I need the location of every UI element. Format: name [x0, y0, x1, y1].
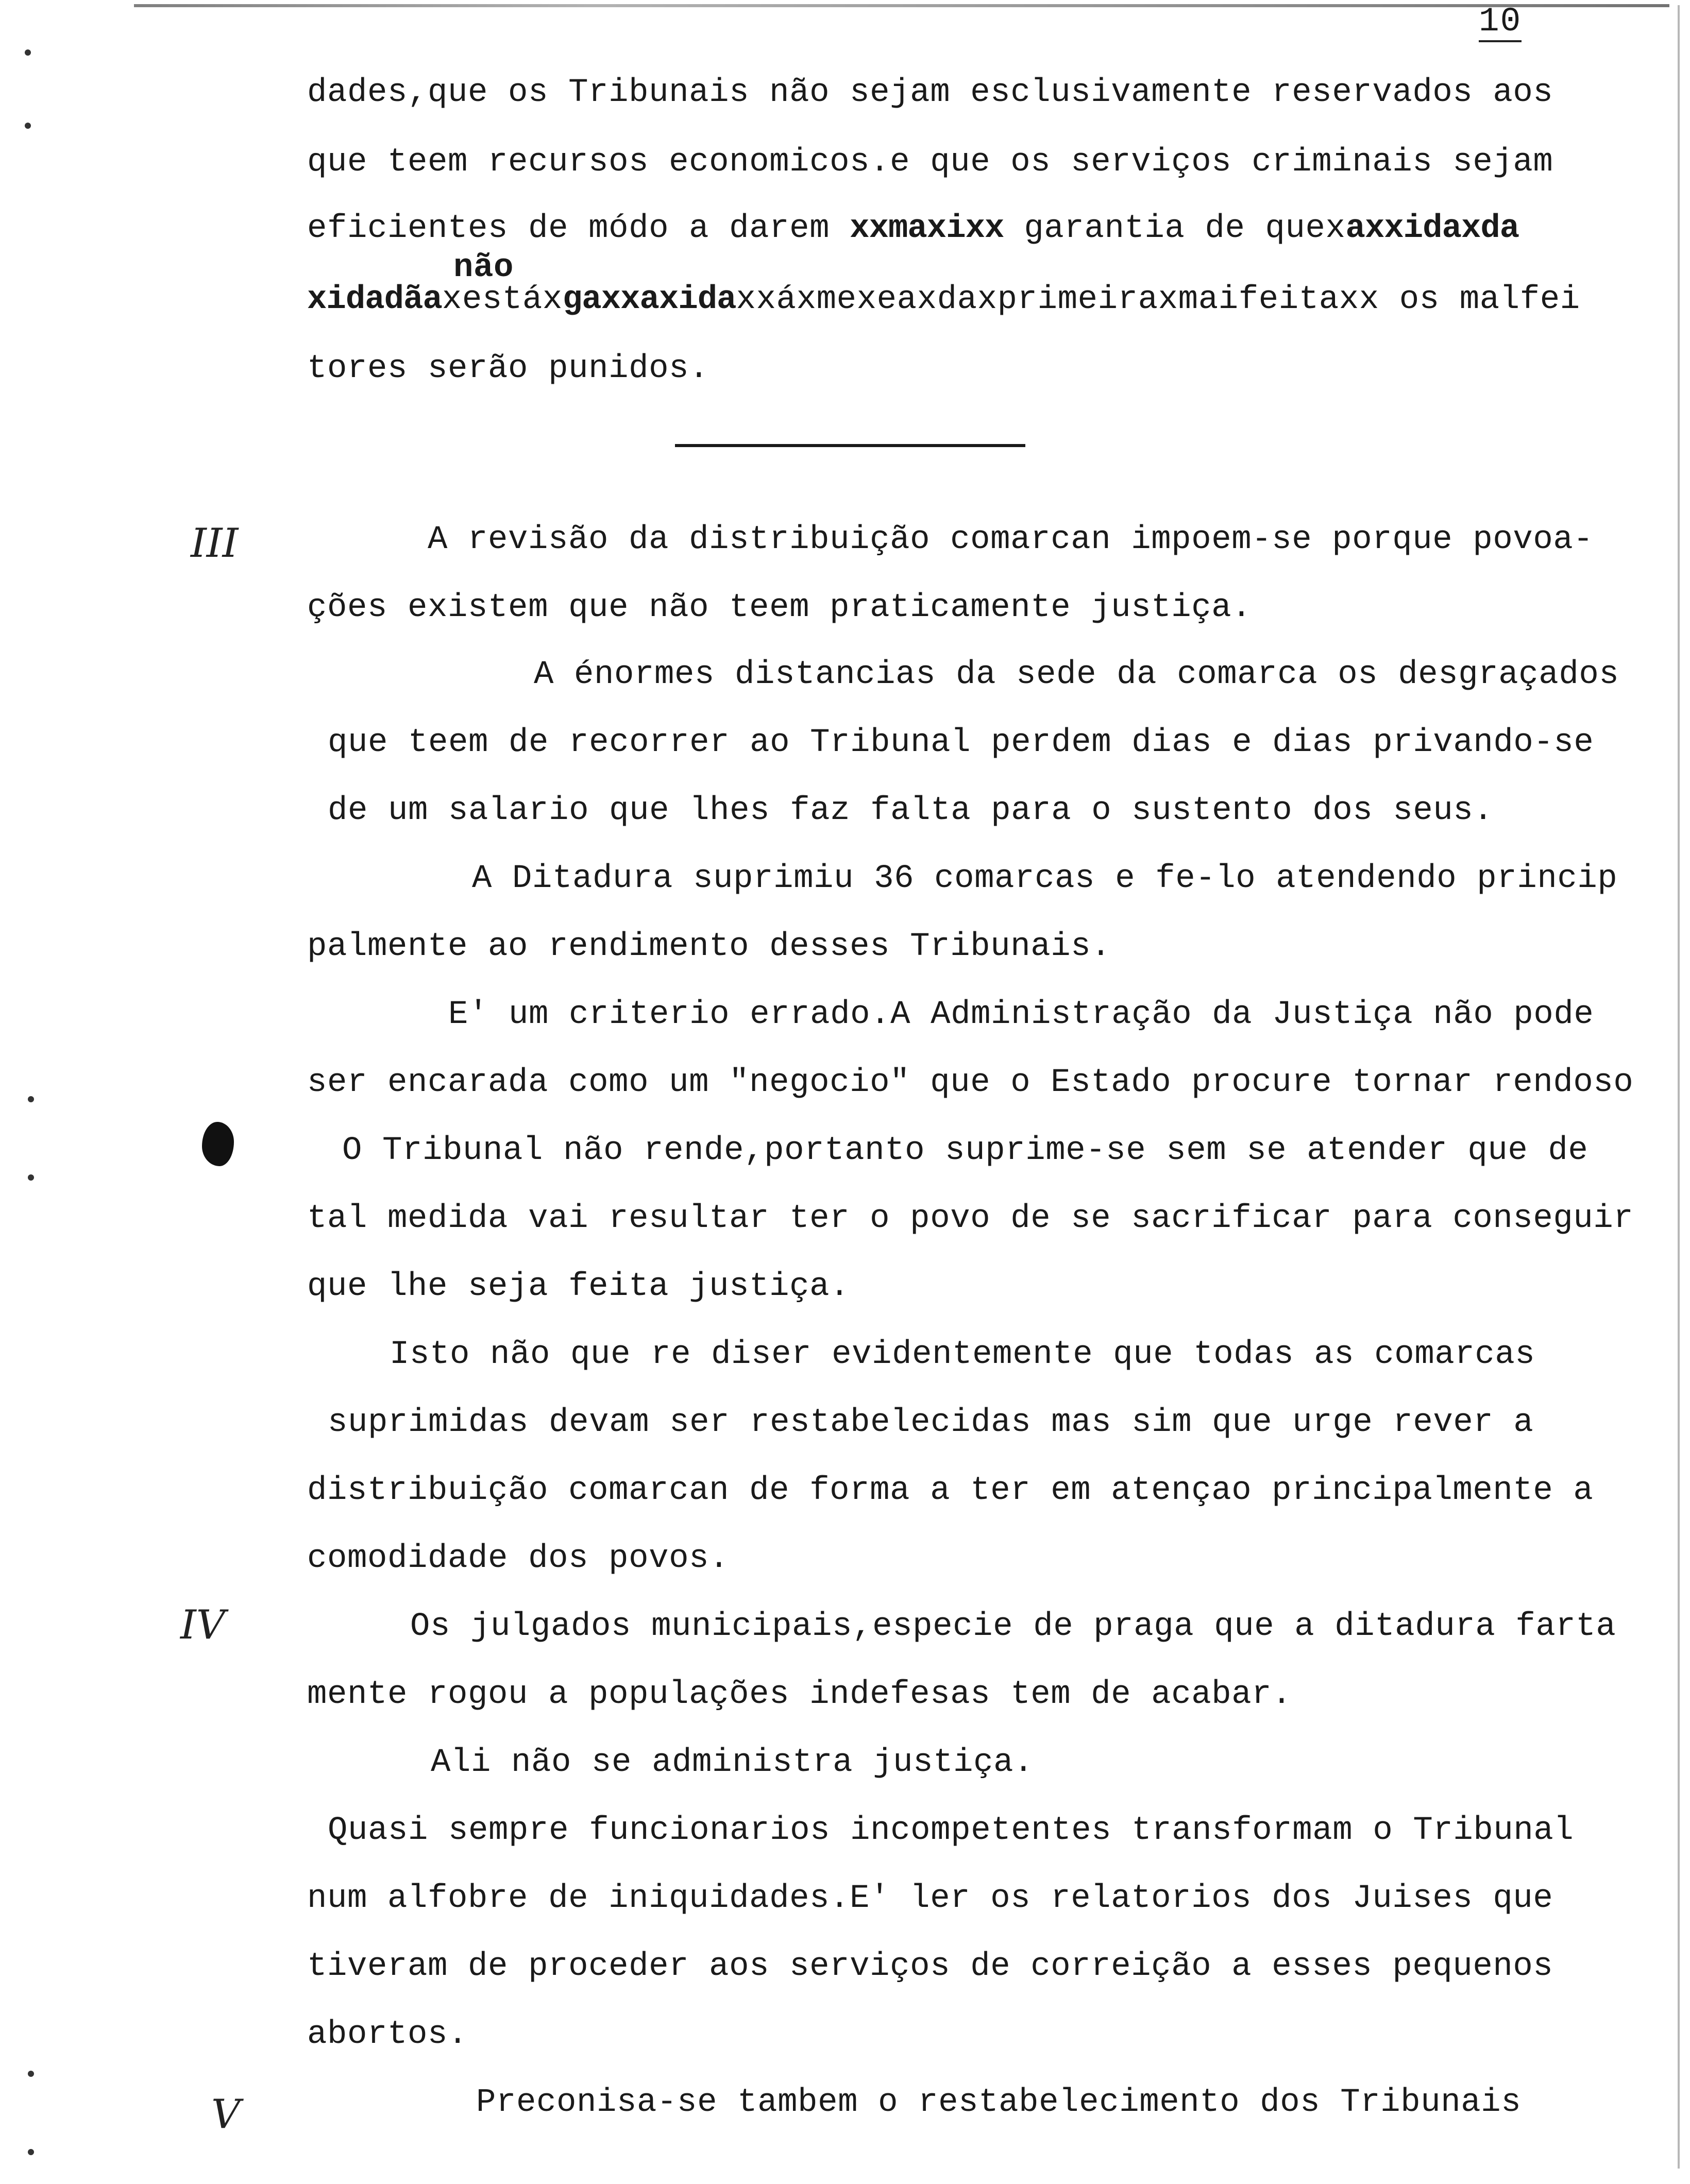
text-line — [307, 348, 709, 389]
line-text: xestáx — [442, 281, 563, 318]
line-text: que teem recursos economicos.e que os serviços criminais sejam — [307, 144, 1553, 181]
line-text: não — [453, 249, 514, 286]
margin-dot — [28, 2071, 34, 2077]
text-line — [307, 1674, 1292, 1715]
text-line — [307, 1538, 729, 1579]
text-line — [307, 1062, 1633, 1103]
text-line — [307, 1198, 1633, 1239]
line-text: ções existem que não teem praticamente justiça. — [307, 589, 1252, 626]
line-text: Os julgados municipais,especie de praga que a ditadura farta — [410, 1608, 1616, 1645]
line-text: E' um criterio errado.A Administração da Justiça não pode — [448, 996, 1594, 1033]
line-text: garantia de quex — [1004, 210, 1346, 247]
text-line — [307, 1878, 1553, 1919]
line-text: abortos. — [307, 2016, 468, 2053]
line-text: suprimidas devam ser restabelecidas mas sim que urge rever a — [328, 1404, 1534, 1441]
text-line — [307, 208, 1519, 249]
line-text: comodidade dos povos. — [307, 1540, 730, 1577]
text-line — [448, 994, 1594, 1035]
margin-dot — [25, 49, 31, 56]
text-line — [328, 1810, 1574, 1851]
text-line — [307, 2014, 468, 2055]
line-text: dades,que os Tribunais não sejam esclusivamente reservados aos — [307, 74, 1553, 111]
text-line — [307, 587, 1252, 628]
line-text: Quasi sempre funcionarios incompetentes transformam o Tribunal — [328, 1812, 1574, 1849]
line-text: Preconisa-se tambem o restabelecimento dos Tribunais — [476, 2084, 1522, 2121]
margin-dot — [28, 1096, 34, 1102]
line-text: O Tribunal não rende,portanto suprime-se sem se atender que de — [342, 1132, 1588, 1169]
line-text: Ali não se administra justiça. — [431, 1744, 1034, 1781]
section-separator — [675, 444, 1025, 447]
text-line — [534, 654, 1619, 695]
top-border-line — [134, 4, 1669, 7]
line-text: palmente ao rendimento desses Tribunais. — [307, 928, 1111, 965]
line-text: eficientes de módo a darem — [307, 210, 850, 247]
line-text: distribuição comarcan de forma a ter em atençao principalmente a — [307, 1472, 1594, 1509]
text-line — [307, 1470, 1593, 1511]
line-text: num alfobre de iniquidades.E' ler os relatorios dos Juises que — [307, 1880, 1553, 1917]
line-text: mente rogou a populações indefesas tem de acabar. — [307, 1676, 1292, 1713]
text-line — [342, 1130, 1588, 1171]
text-line — [307, 1266, 850, 1307]
line-text: Isto não que re diser evidentemente que todas as comarcas — [390, 1336, 1535, 1373]
margin-dot — [25, 123, 31, 129]
line-text: tiveram de proceder aos serviços de correição a esses pequenos — [307, 1948, 1553, 1985]
margin-annotation: V — [211, 2091, 241, 2138]
line-text: que teem de recorrer ao Tribunal perdem dias e dias privando-se — [328, 724, 1594, 761]
margin-annotation: IV — [180, 1602, 226, 1648]
page-number: 10 — [1479, 3, 1522, 42]
struck-out-text: axxidaxda — [1345, 210, 1519, 247]
text-line — [328, 790, 1493, 831]
margin-dot — [28, 1174, 34, 1181]
line-text: tores serão punidos. — [307, 350, 709, 387]
line-text: A énormes distancias da sede da comarca os desgraçados — [534, 656, 1619, 693]
struck-out-text: xxmaxixx — [850, 210, 1004, 247]
text-line — [328, 1402, 1533, 1443]
text-line — [431, 1742, 1034, 1783]
text-line — [390, 1334, 1535, 1375]
text-line — [428, 519, 1593, 560]
text-line — [472, 858, 1617, 899]
margin-annotation: III — [191, 520, 239, 567]
text-line — [328, 722, 1594, 763]
right-page-edge — [1678, 5, 1680, 2169]
line-text: tal medida vai resultar ter o povo de se sacrificar para conseguir — [307, 1200, 1634, 1237]
line-text: A revisão da distribuição comarcan impoem-se porque povoa- — [428, 521, 1594, 558]
line-text: A Ditadura suprimiu 36 comarcas e fe-lo atendendo princip — [472, 860, 1618, 897]
text-line — [307, 926, 1111, 967]
text-line — [307, 1946, 1553, 1987]
struck-out-text: gaxxaxida — [562, 281, 736, 318]
text-line — [410, 1606, 1616, 1647]
ink-blot — [202, 1122, 234, 1166]
margin-dot — [28, 2149, 34, 2155]
struck-out-text: xidadãa — [307, 281, 442, 318]
line-text: que lhe seja feita justiça. — [307, 1268, 850, 1305]
text-line — [307, 72, 1553, 113]
text-line — [476, 2082, 1521, 2123]
text-line — [307, 279, 1580, 320]
line-text: ser encarada como um "negocio" que o Estado procure tornar rendoso — [307, 1064, 1634, 1101]
line-text: de um salario que lhes faz falta para o sustento dos seus. — [328, 792, 1494, 829]
text-line — [307, 142, 1553, 183]
line-text: xxáxmexeaxdaxprimeiraxmaifeitaxx os malfei — [736, 281, 1580, 318]
